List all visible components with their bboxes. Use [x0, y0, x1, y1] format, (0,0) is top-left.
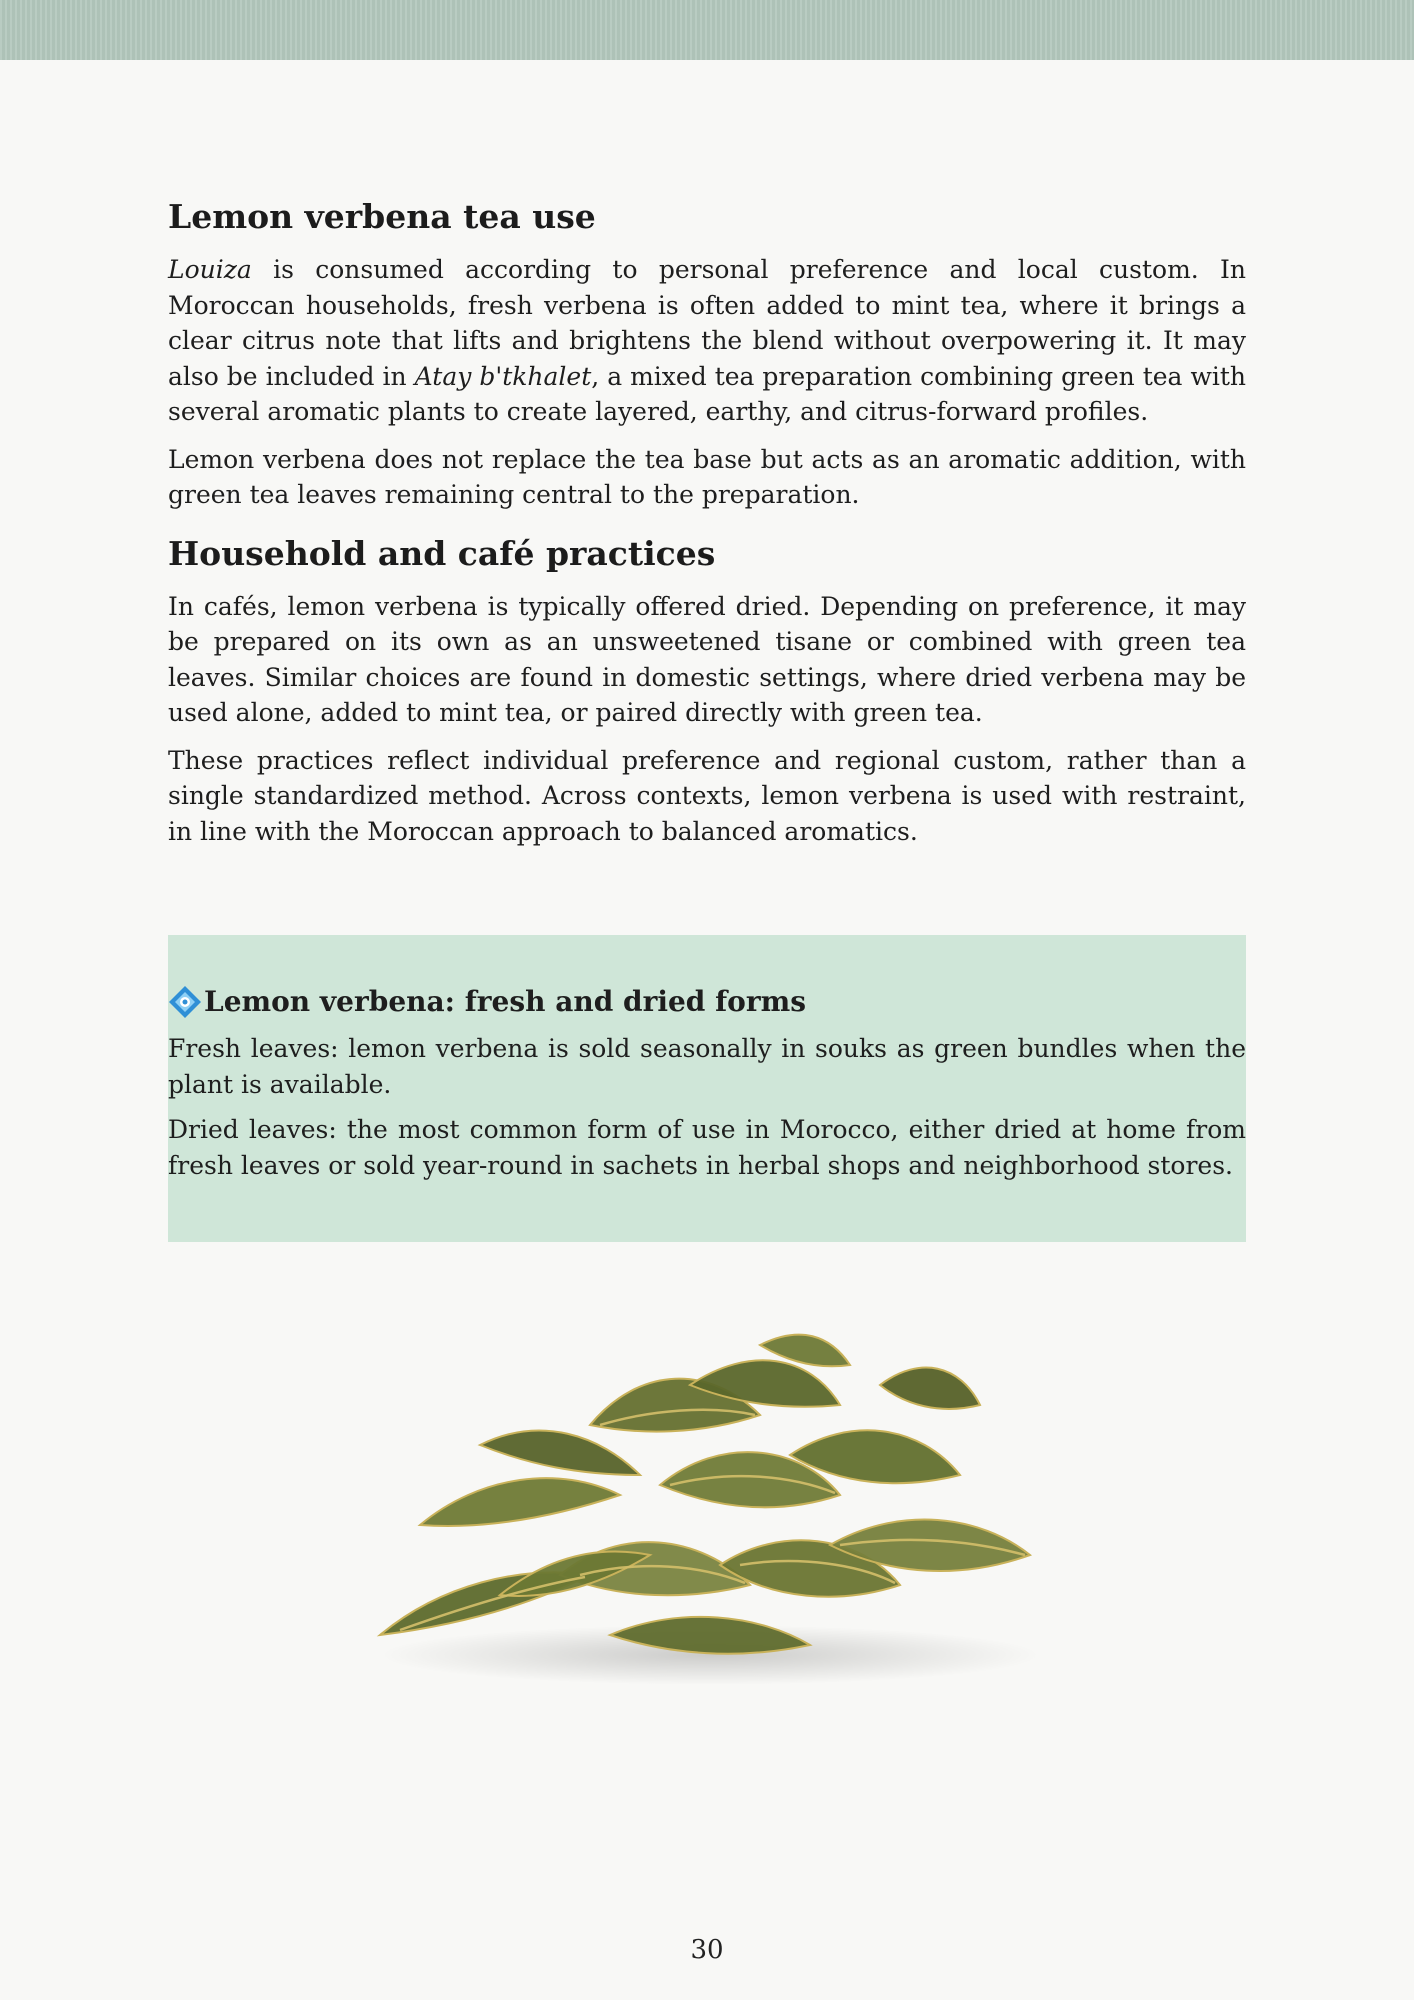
- term-louiza: Louiza: [168, 255, 252, 284]
- callout-title-text: Lemon verbena: fresh and dried forms: [204, 985, 806, 1018]
- main-content: [168, 196, 1246, 861]
- paragraph-text: , a mixed tea preparation combining green tea with several aromatic plants to create layered, earthy, and citrus-forward profiles.: [168, 361, 1247, 426]
- page-number: 30: [690, 1935, 724, 1965]
- paragraph-tea-use-1: [168, 252, 1246, 430]
- section-heading-tea-use: Lemon verbena tea use: [168, 197, 596, 236]
- paragraph-practices-2: These practices reflect individual preference and regional custom, rather than a single standardized method. Across contexts, lemon verbena is used with restraint, in line with the Moroccan approach to balanced aromatics.: [168, 745, 1246, 846]
- callout-dried-leaves: Dried leaves: the most common form of use in Morocco, either dried at home from fresh leaves or sold year-round in sachets in herbal shops and neighborhood stores.: [168, 1115, 1246, 1180]
- dried-verbena-leaves-image: [360, 1325, 1060, 1695]
- paragraph-tea-use-2: Lemon verbena does not replace the tea base but acts as an aromatic addition, with green tea leaves remaining central to the preparation.: [168, 444, 1246, 509]
- term-atay-btkhalet: Atay b'tkhalet: [414, 361, 592, 391]
- section-heading-practices: Household and café practices: [168, 533, 716, 573]
- info-callout-box: [168, 935, 1246, 1242]
- callout-fresh-leaves: Fresh leaves: lemon verbena is sold seasonally in souks as green bundles when the plant is available.: [168, 1034, 1246, 1099]
- paragraph-practices-1: In cafés, lemon verbena is typically offered dried. Depending on preference, it may be prepared on its own as an unsweetened tisane or combined with green tea leaves. Similar choices are found in domestic settings, where dried verbena may be used alone, added to mint tea, or paired directly with green tea.: [168, 591, 1246, 727]
- diamond-icon: [168, 985, 202, 1019]
- top-decorative-band: [0, 0, 1414, 60]
- paragraph-text: is consumed according to personal preference and local custom. In Moroccan households, fresh verbena is often added to mint tea, where it brings a clear citrus note that lifts and brightens the blend without overpowering it. It may also be included in: [168, 255, 1246, 391]
- callout-title: [168, 983, 1246, 1021]
